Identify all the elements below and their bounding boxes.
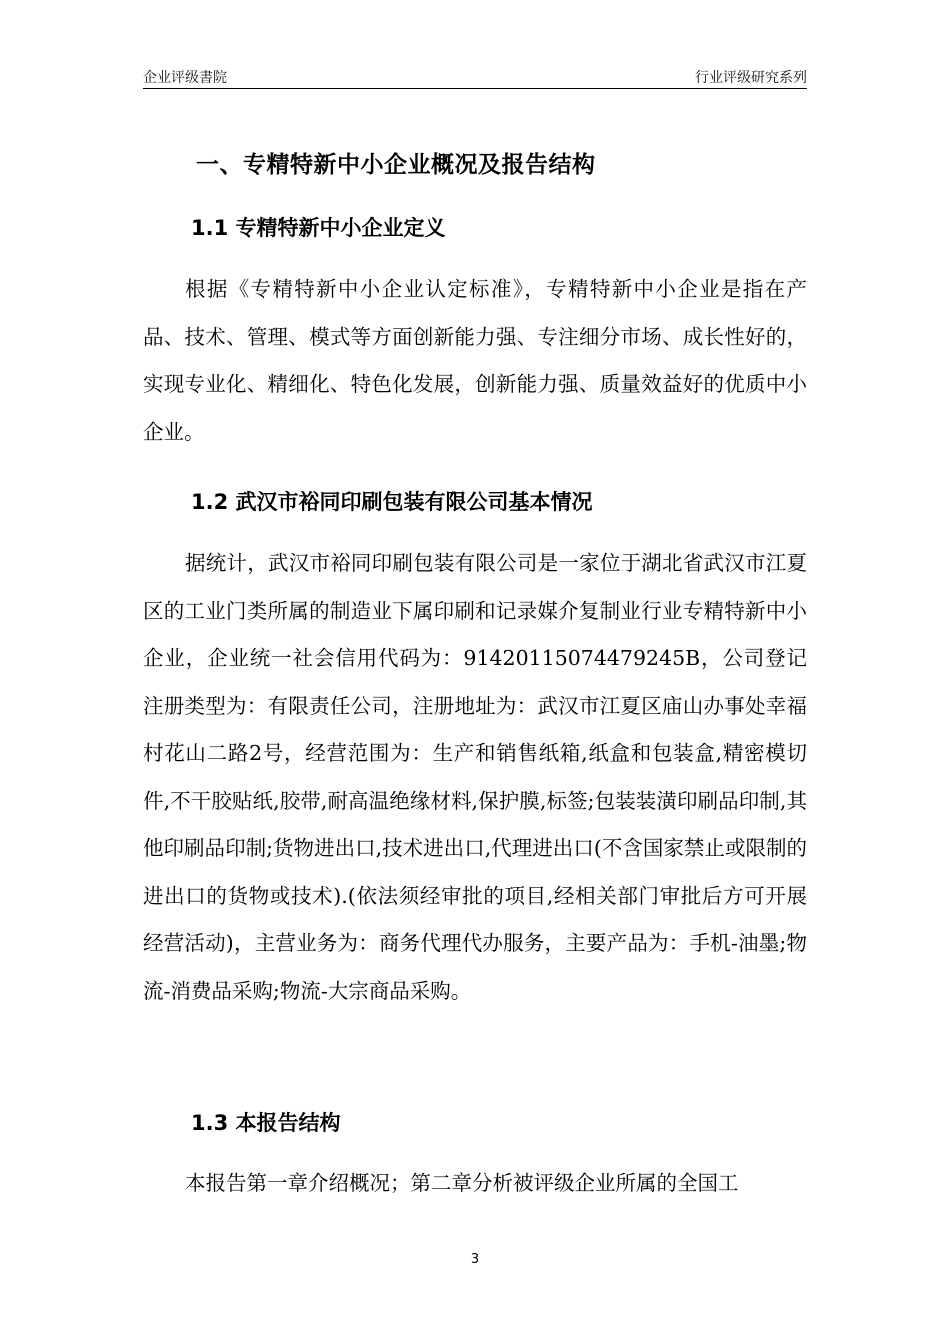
section-paragraph-1-1: 根据《专精特新中小企业认定标准》，专精特新中小企业是指在产品、技术、管理、模式等方面创新能力强、专注细分市场、成长性好的，实现专业化、精细化、特色化发展，创新能力强、质量效益好的优质中小企业。 <box>143 277 807 444</box>
section-heading-1-3: 1.3 本报告结构 <box>191 1111 341 1135</box>
header-left-title: 企业评级書院 <box>143 70 227 86</box>
page-number: 3 <box>470 1252 480 1267</box>
section-heading-1-2: 1.2 武汉市裕同印刷包装有限公司基本情况 <box>191 490 593 514</box>
header-right-title: 行业评级研究系列 <box>695 70 807 86</box>
chapter-title: 一、专精特新中小企业概况及报告结构 <box>196 152 596 178</box>
section-paragraph-1-3: 本报告第一章介绍概况；第二章分析被评级企业所属的全国工 <box>185 1171 739 1195</box>
header-divider <box>143 88 807 89</box>
section-heading-1-1: 1.1 专精特新中小企业定义 <box>191 216 446 240</box>
section-paragraph-1-2: 据统计，武汉市裕同印刷包装有限公司是一家位于湖北省武汉市江夏区的工业门类所属的制造业下属印刷和记录媒介复制业行业专精特新中小企业，企业统一社会信用代码为：91420115074479245B，公司登记注册类型为：有限责任公司，注册地址为：武汉市江夏区庙山办事处幸福村花山二路2号，经营范围为：生产和销售纸箱,纸盒和包装盒,精密模切件,不干胶贴纸,胶带,耐高温绝缘材料,保护膜,标签;包装装潢印刷品印制,其他印刷品印制;货物进出口,技术进出口,代理进出口(不含国家禁止或限制的进出口的货物或技术).(依法须经审批的项目,经相关部门审批后方可开展经营活动)，主营业务为：商务代理代办服务，主要产品为：手机-油墨;物流-消费品采购;物流-大宗商品采购。 <box>143 551 807 1003</box>
